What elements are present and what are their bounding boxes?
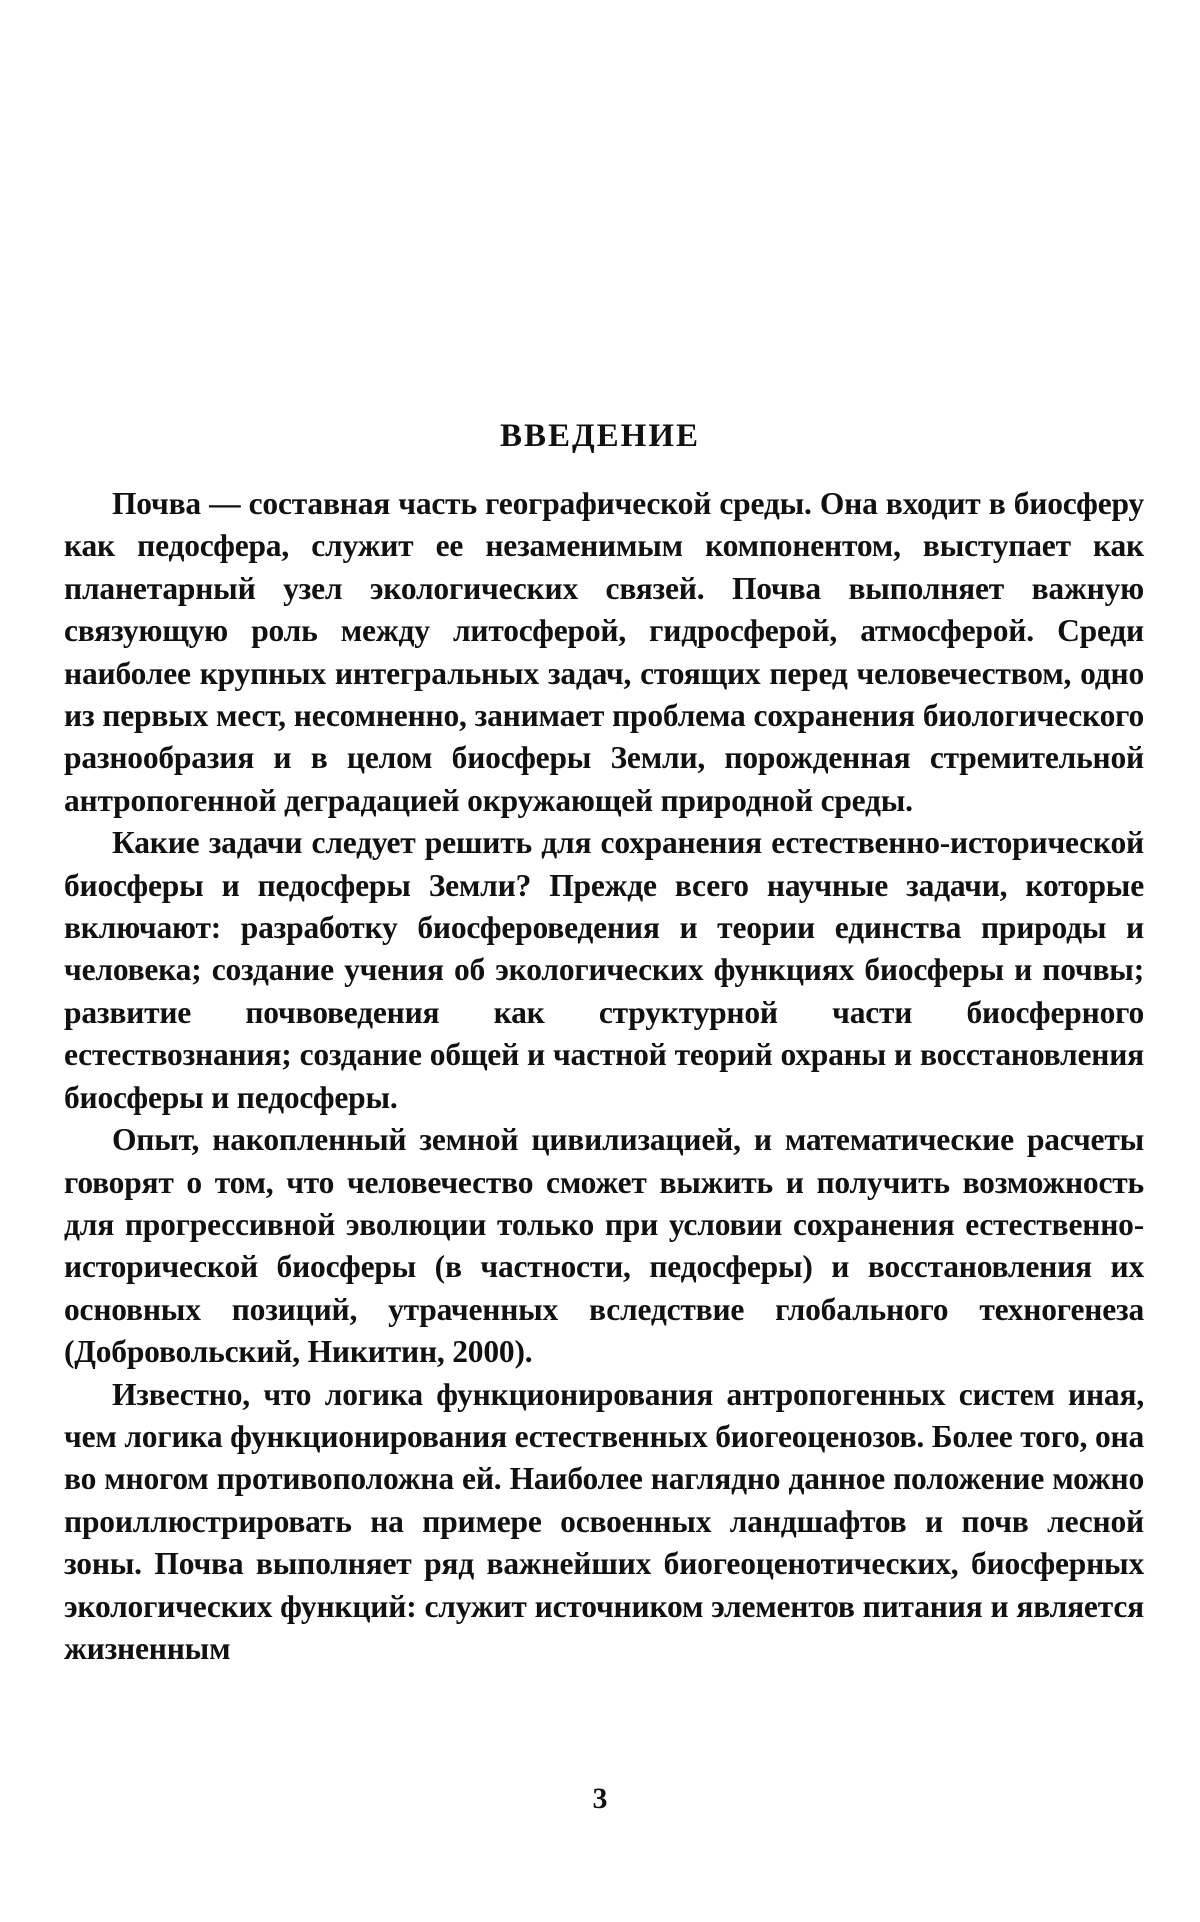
paragraph-3: Опыт, накопленный земной цивилизацией, и математические расчеты говорят о том, что человечество сможет выжить и получить возможность для прогрессивной эволюции только при условии сохранения естественно-исторической биосферы (в частности, педосферы) и восстановления их основных позиций, утраченных вследствие глобального техногенеза (Добровольский, Никитин, 2000). xyxy=(64,1122,1144,1370)
paragraph-2: Какие задачи следует решить для сохранения естественно-исторической биосферы и педосферы Земли? Прежде всего научные задачи, которые включают: разработку биосфероведения и теории единства природы и человека; создание учения об экологических функциях биосферы и почвы; развитие почвоведения как структурной части биосферного естествознания; создание общей и частной теорий охраны и восстановления биосферы и педосферы. xyxy=(64,825,1144,1115)
page-number: 3 xyxy=(592,1782,608,1815)
body-text xyxy=(64,483,1144,1670)
paragraph-4: Известно, что логика функционирования антропогенных систем иная, чем логика функционирования естественных биогеоценозов. Более того, она во многом противоположна ей. Наиболее наглядно данное положение можно проиллюстрировать на примере освоенных ландшафтов и почв лесной зоны. Почва выполняет ряд важнейших биогеоценотических, биосферных экологических функций: служит источником элементов питания и является жизненным xyxy=(64,1376,1144,1666)
paragraph-1: Почва — составная часть географической среды. Она входит в биосферу как педосфера, служит ее незаменимым компонентом, выступает как планетарный узел экологических связей. Почва выполняет важную связующую роль между литосферой, гидросферой, атмосферой. Среди наиболее крупных интегральных задач, стоящих перед человечеством, одно из первых мест, несомненно, занимает проблема сохранения биологического разнообразия и в целом биосферы Земли, порожденная стремительной антропогенной деградацией окружающей природной среды. xyxy=(64,486,1144,818)
chapter-heading: ВВЕДЕНИЕ xyxy=(499,418,701,454)
